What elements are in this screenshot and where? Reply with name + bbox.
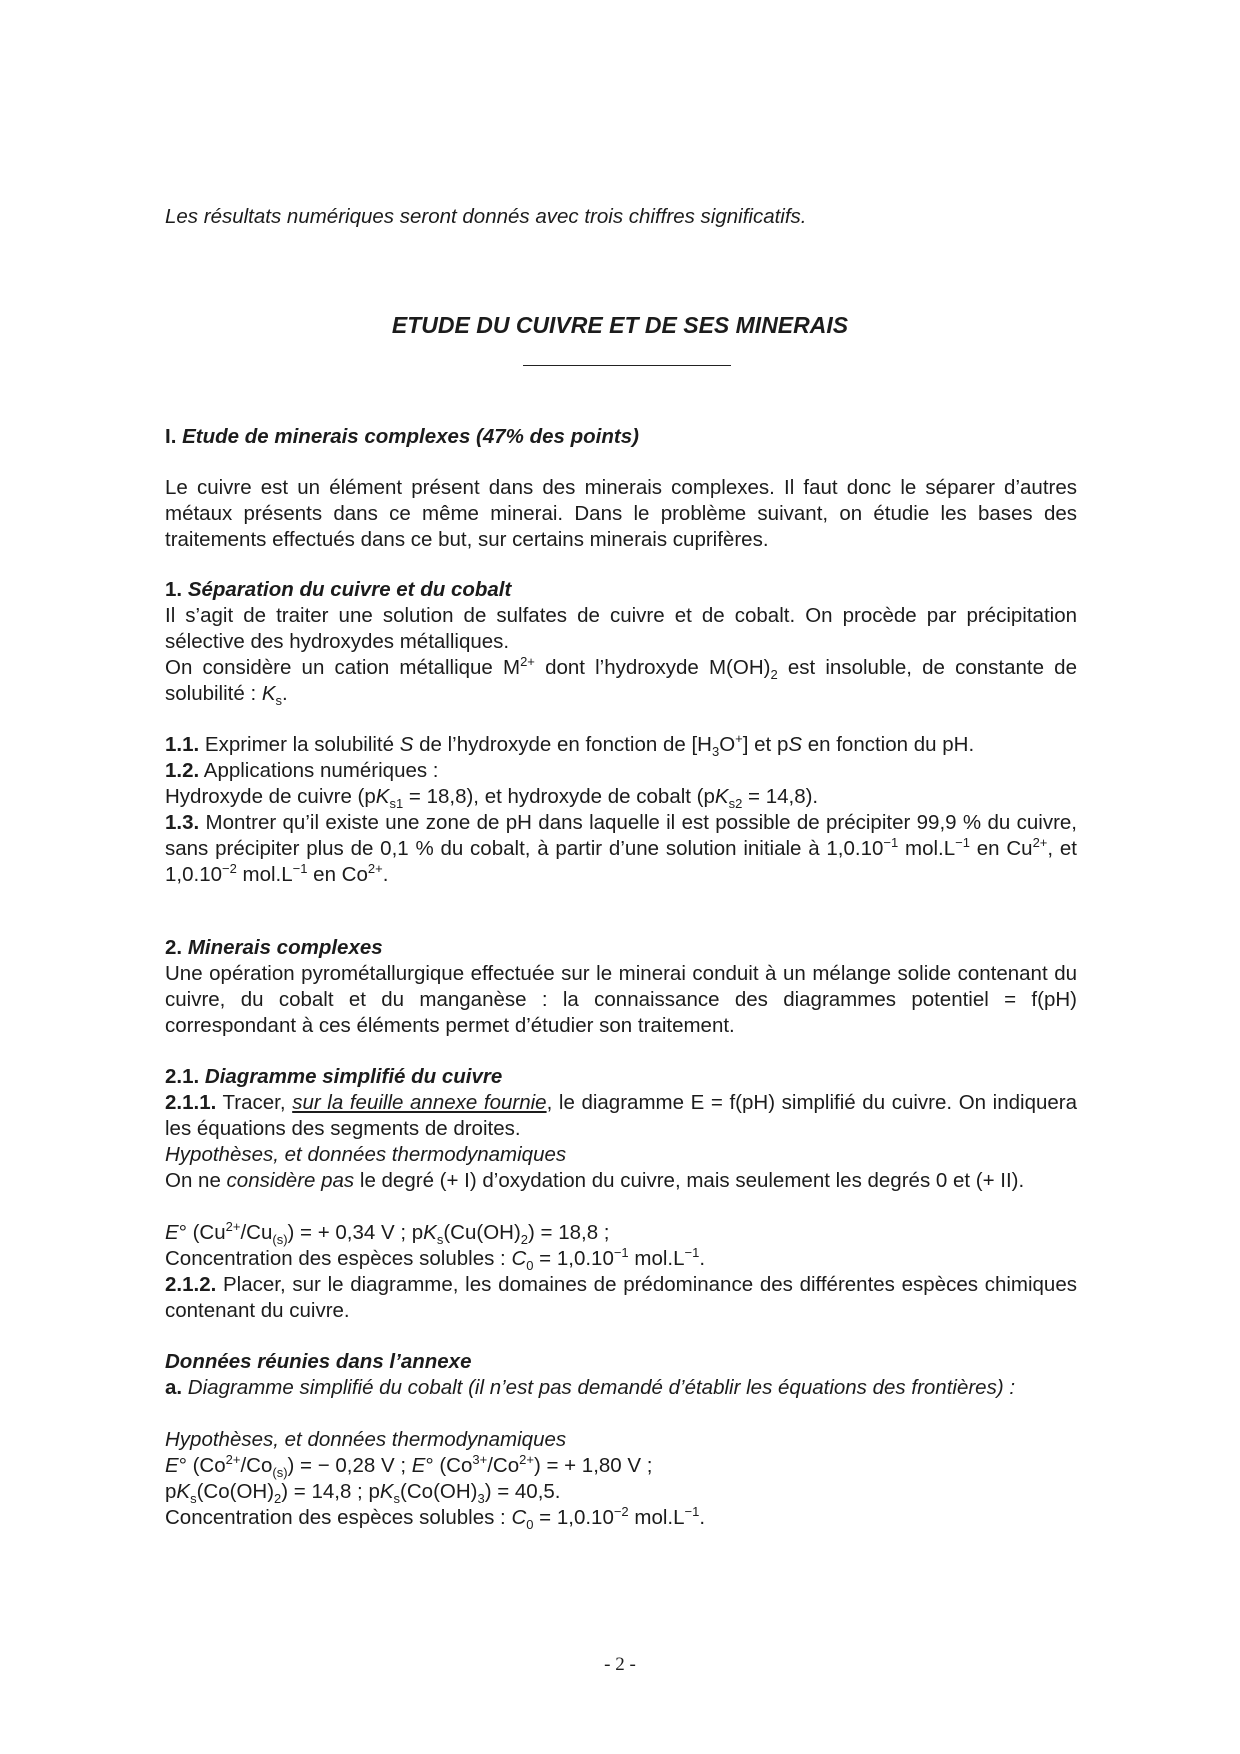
section1-heading — [165, 577, 1077, 603]
question-2-1-2: 2.1.2. Placer, sur le diagramme, les domaines de prédominance des différentes espèces chimiques contenant du cuivre. — [165, 1273, 1077, 1322]
title-rule — [523, 365, 731, 366]
section2-1-title: Diagramme simplifié du cuivre — [204, 1065, 503, 1088]
section2-heading — [165, 935, 1077, 961]
question-1-2-values: Hydroxyde de cuivre $(pK_{s1} = 18,8)$, et hydroxyde de cobalt $(pK_{s2} = 14,8)$. — [165, 785, 819, 812]
section2-1-number: 2.1. — [165, 1065, 200, 1088]
cobalt-pks: $pK_s(Co(OH)_2) = 14,8$ ; $pK_s(Co(OH)_3) = 40,5$. — [165, 1480, 561, 1507]
cobalt-concentration: Concentration des espèces solubles : $C_0 = 1,0.10^{-2}$ $mol.L^{-1}$. — [165, 1504, 706, 1533]
part1-intro: Le cuivre est un élément présent dans des minerais complexes. Il faut donc le séparer d’autres métaux présents dans ce même minerai. Dans le problème suivant, on étudie les bases des traitements effectués dans ce but, sur certains minerais cuprifères. — [165, 476, 1077, 551]
question-1-3: 1.3. Montrer qu’il existe une zone de pH dans laquelle il est possible de précipiter 99,9 % du cuivre, sans précipiter plus de 0,1 % du cobalt, à partir d’une solution initiale à $1,0.10^{-1}$ $mol.L^{-1}$ en $Cu^{2+}$, et $1,0.10^{-2}$ $mol.L^{-1}$ en $Co^{2+}$. — [165, 811, 1077, 886]
page-title: ETUDE DU CUIVRE ET DE SES MINERAIS — [391, 312, 849, 338]
copper-potential: E° $(Cu^{2+}/Cu_{(s)})$ = + 0,34 V ; $pK_s(Cu(OH)_2) = 18,8$ ; — [165, 1219, 610, 1248]
annex-item-a: a. Diagramme simplifié du cobalt (il n’est pas demandé d’établir les équations des frontières) : — [165, 1376, 1016, 1399]
question-1-1: 1.1. Exprimer la solubilité S de l’hydroxyde en fonction de $[H_3O^+]$ et pS en fonction du pH. — [165, 731, 975, 760]
section2-number: 2. — [165, 936, 183, 959]
section2-title: Minerais complexes — [187, 936, 383, 959]
annex-heading: Données réunies dans l’annexe — [165, 1350, 472, 1373]
section1-number: 1. — [165, 578, 183, 601]
question-1-2: 1.2. Applications numériques : — [165, 759, 439, 782]
section1-title: Séparation du cuivre et du cobalt — [187, 578, 512, 601]
part1-number: I. — [165, 425, 177, 448]
cobalt-potentials: E° $(Co^{2+}/Co_{(s)})$ = − 0,28 V ; E° $(Co^{3+}/Co^{2+})$ = + 1,80 V ; — [165, 1452, 653, 1481]
section2-text: Une opération pyrométallurgique effectuée sur le minerai conduit à un mélange solide contenant du cuivre, du cobalt et du manganèse : la connaissance des diagrammes potentiel = f(pH) correspondant à ces éléments permet d’étudier son traitement. — [165, 962, 1077, 1037]
copper-concentration: Concentration des espèces solubles : $C_0 = 1,0.10^{-1}$ $mol.L^{-1}$. — [165, 1245, 706, 1274]
annex-sheet-reference: sur la feuille annexe fournie — [292, 1091, 547, 1114]
cobalt-hypotheses-label: Hypothèses, et données thermodynamiques — [165, 1428, 567, 1451]
section2-1-heading — [165, 1064, 1077, 1090]
section1-p1: Il s’agit de traiter une solution de sulfates de cuivre et de cobalt. On procède par précipitation sélective des hydroxydes métalliques. — [165, 604, 1077, 653]
copper-degrees: On ne considère pas le degré (+ I) d’oxydation du cuivre, mais seulement les degrés 0 et (+ II). — [165, 1169, 1025, 1192]
part1-title: Etude de minerais complexes (47% des points) — [182, 425, 639, 448]
section1-p2: On considère un cation métallique $M^{2+}$ dont l’hydroxyde $M(OH)_2$ est insoluble, de constante de solubilité : $K_s$. — [165, 654, 1077, 709]
page-number: - 2 - — [604, 1654, 636, 1675]
intro-note: Les résultats numériques seront donnés avec trois chiffres significatifs. — [165, 205, 807, 228]
copper-hypotheses-label: Hypothèses, et données thermodynamiques — [165, 1143, 567, 1166]
question-2-1-1: 2.1.1. Tracer, sur la feuille annexe fournie, le diagramme E = f(pH) simplifié du cuivre. On indiquera les équations des segments de droites. — [165, 1091, 1077, 1140]
part1-heading — [165, 424, 1077, 450]
